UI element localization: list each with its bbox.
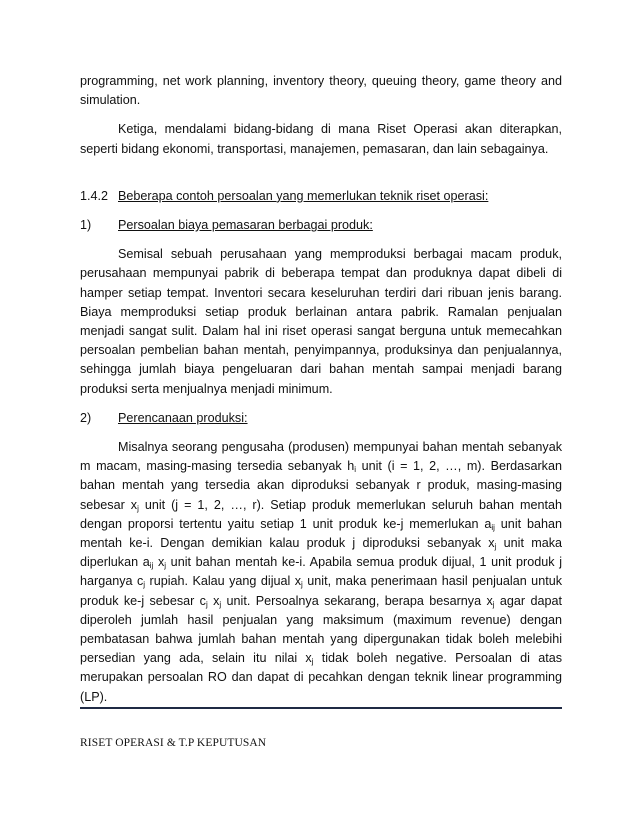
section-number: 1.4.2 xyxy=(80,188,109,203)
section-heading xyxy=(80,187,562,206)
subscript: j xyxy=(143,580,146,590)
text-run: x xyxy=(207,593,220,608)
subscript: j xyxy=(164,561,167,571)
subscript: j xyxy=(137,503,139,513)
subscript: j xyxy=(311,657,314,667)
list-item-heading xyxy=(80,409,562,428)
page-content xyxy=(80,72,562,707)
list-item-number: 1) xyxy=(80,218,92,233)
text-run: unit (i = 1, 2, …, m). Berdasarkan bahan mentah yang tersedia akan diproduksi sebanyak r produk, masing-masing sebesar x xyxy=(80,459,562,512)
text-run: unit (j = 1, 2, …, r). Setiap produk memerlukan seluruh bahan mentah dengan proporsi tertentu yaitu setiap 1 unit produk ke-j memerlukan a xyxy=(80,497,562,531)
subscript: j xyxy=(494,542,497,552)
text-run: tidak boleh negative. Persoalan di atas merupakan persoalan RO dan dapat di pecahkan dengan teknik linear programming (LP). xyxy=(80,651,562,704)
text-run: unit bahan mentah ke-i. Apabila semua produk dijual, 1 unit produk j harganya c xyxy=(80,555,562,589)
paragraph-ketiga: Ketiga, mendalami bidang-bidang di mana Riset Operasi akan diterapkan, seperti bidang ekonomi, transportasi, manajemen, pemasaran, dan lain sebagainya. xyxy=(80,122,562,156)
list-item-heading xyxy=(80,216,562,235)
list-item-number: 2) xyxy=(80,410,92,425)
paragraph-biaya-pemasaran: Semisal sebuah perusahaan yang memproduksi berbagai macam produk, perusahaan mempunyai pabrik di beberapa tempat dan produknya dapat dibeli di hamper setiap tempat. Inventori secara keseluruhan terdiri dari ribuan jenis barang. Biaya memproduksi setiap produk berlainan antara pabrik. Ramalan penjualan menjadi sangat sulit. Dalam hal ini riset operasi sangat berguna untuk memecahkan persoalan pembelian bahan mentah, penyimpannya, produksinya dan penjualannya, sehingga jumlah biaya pengeluaran dari bahan mentah sampai menjadi barang produksi serta menjualnya menjadi minimum. xyxy=(80,247,562,396)
subscript: j xyxy=(205,599,208,609)
subscript: ij xyxy=(149,561,154,571)
subscript: i xyxy=(354,465,357,475)
footer-divider xyxy=(80,707,562,709)
text-run: unit. Persoalnya sekarang, berapa besarnya x xyxy=(221,593,493,608)
text-run: unit bahan mentah ke-i. Dengan demikian kalau produk j diproduksi sebanyak x xyxy=(80,516,562,551)
subscript: ij xyxy=(491,522,495,532)
list-item-title: Perencanaan produksi: xyxy=(118,410,248,425)
subscript: j xyxy=(301,580,303,590)
section-title: Beberapa contoh persoalan yang memerlukan teknik riset operasi: xyxy=(118,188,489,203)
list-item-title: Persoalan biaya pemasaran berbagai produk: xyxy=(118,218,373,233)
text-run: unit, maka penerimaan hasil penjualan untuk produk ke-j sebesar c xyxy=(80,574,562,608)
text-run: Misalnya seorang pengusaha (produsen) mempunyai bahan mentah sebanyak m macam, masing-masing tersedia sebanyak h xyxy=(80,440,562,474)
paragraph-continuation: programming, net work planning, inventory theory, queuing theory, game theory and simulation. xyxy=(80,74,562,108)
subscript: j xyxy=(492,599,495,609)
text-run: unit maka diperlukan a xyxy=(80,536,562,570)
paragraph-perencanaan-produksi xyxy=(80,438,562,707)
page-footer: RISET OPERASI & T.P KEPUTUSAN xyxy=(80,737,267,749)
text-run: agar dapat diperoleh jumlah hasil penjualan yang maksimum (maximum revenue) dengan pembatasan bahwa jumlah bahan mentah yang dipergunakan tidak boleh melebihi persedian yang ada, selain itu nilai x xyxy=(80,593,562,666)
subscript: j xyxy=(219,599,222,609)
text-run: x xyxy=(153,555,165,570)
text-run: rupiah. Kalau yang dijual x xyxy=(145,574,302,589)
